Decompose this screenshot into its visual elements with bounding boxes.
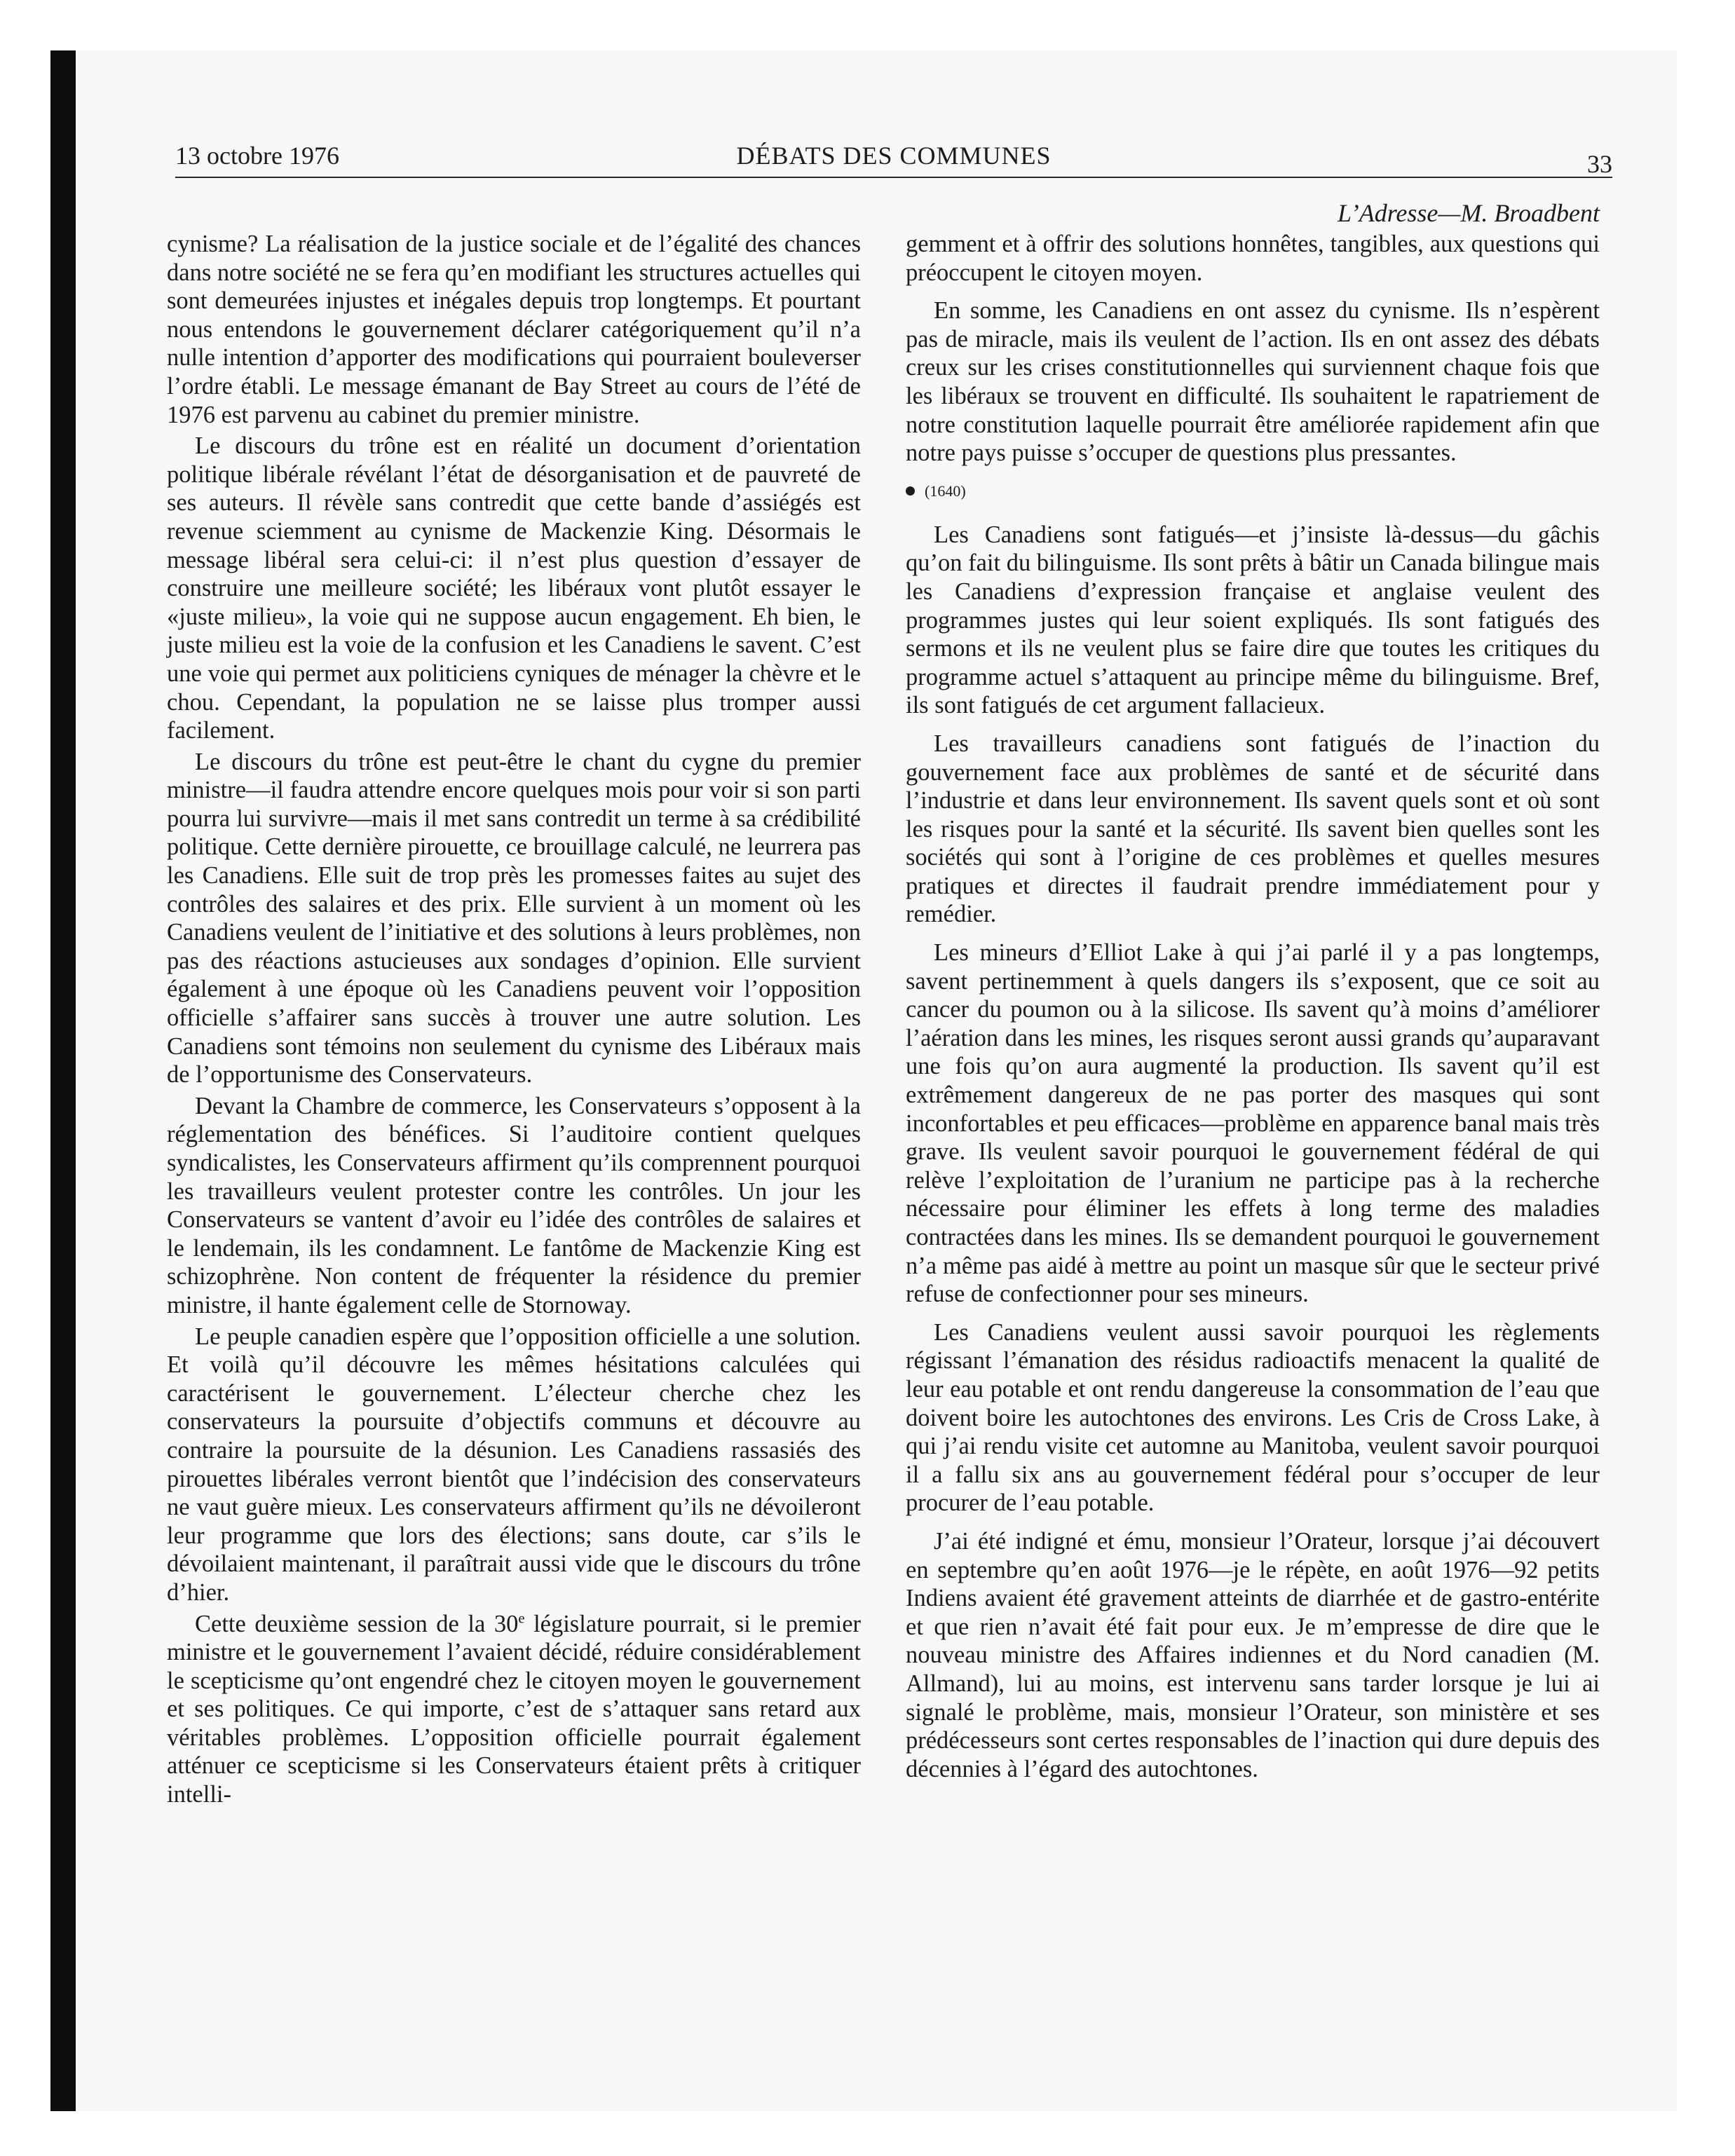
right-column — [906, 230, 1600, 1793]
paragraph: J’ai été indigné et ému, monsieur l’Orateur, lorsque j’ai découvert en septembre qu’en août 1976—je le répète, en août 1976—92 petits Indiens avaient été gravement atteints de diarrhée et de gastro-entérite et que rien n’avait été fait pour eux. Je m’empresse de dire que le nouveau ministre des Affaires indiennes et du Nord canadien (M. Allmand), lui au moins, est intervenu sans tarder lorsque je lui ai signalé le problème, mais, monsieur l’Orateur, son ministère et ses prédécesseurs sont certes responsables de l’inaction qui dure depuis des décennies à l’égard des autochtones. — [906, 1527, 1600, 1782]
section-heading: L’Adresse—M. Broadbent — [1338, 199, 1600, 227]
paragraph: Le discours du trône est peut-être le chant du cygne du premier ministre—il faudra attendre encore quelques mois pour voir si son parti pourra lui survivre—mais il met sans contredit un terme à sa crédibilité politique. Cette dernière pirouette, ce brouillage calculé, ne leurrera pas les Canadiens. Elle suit de trop près les promesses faites au sujet des contrôles des salaires et des prix. Elle survient à un moment où les Canadiens veulent de l’initiative et des solutions à leurs problèmes, non pas des réactions astucieuses aux sondages d’opinion. Elle survient également à une époque où les Canadiens peuvent voir l’opposition officielle s’affairer sans succès à trouver une autre solution. Les Canadiens sont témoins non seulement du cynisme des Libéraux mais de l’opportunisme des Conservateurs. — [167, 748, 861, 1089]
paragraph-text: Cette deuxième session de la 30 — [195, 1610, 519, 1637]
ordinal-superscript: e — [518, 1611, 525, 1626]
time-marker-text: (1640) — [925, 482, 966, 500]
paragraph: Devant la Chambre de commerce, les Conservateurs s’opposent à la réglementation des bénéfices. Si l’auditoire contient quelques syndicalistes, les Conservateurs affirment qu’ils comprennent pourquoi les travailleurs veulent protester contre les contrôles. Un jour les Conservateurs se vantent d’avoir eu l’idée des contrôles de salaires et le lendemain, ils les condamnent. Le fantôme de Mackenzie King est schizophrène. Non content de fréquenter la résidence du premier ministre, il hante également celle de Stornoway. — [167, 1092, 861, 1318]
left-column — [167, 230, 861, 1812]
header-title: DÉBATS DES COMMUNES — [736, 142, 1052, 170]
binding-strip — [50, 50, 76, 2111]
paragraph: gemment et à offrir des solutions honnêtes, tangibles, aux questions qui préoccupent le citoyen moyen. — [906, 231, 1600, 286]
paragraph — [167, 1610, 861, 1809]
paragraph: Les mineurs d’Elliot Lake à qui j’ai parlé il y a pas longtemps, savent pertinemment à quels dangers ils s’exposent, que ce soit au cancer du poumon ou à la silicose. Ils savent qu’à moins d’améliorer l’aération dans les mines, les risques seront aussi grands qu’auparavant une fois qu’on aura augmenté la production. Ils savent qu’il est extrêmement dangereux de ne pas porter des masques qui sont inconfortables et peu efficaces—problème en apparence banal mais très grave. Ils veulent savoir pourquoi le gouvernement fédéral de qui relève l’exploitation de l’uranium ne participe pas à la recherche nécessaire pour éliminer les effets à long terme des maladies contractées dans les mines. Ils se demandent pourquoi le gouvernement n’a même pas aidé à mettre au point un masque sûr que le secteur privé refuse de confectionner pour ses mineurs. — [906, 939, 1600, 1308]
time-marker — [906, 477, 1600, 505]
paragraph: cynisme? La réalisation de la justice sociale et de l’égalité des chances dans notre société ne se fera qu’en modifiant les structures actuelles qui sont demeurées injustes et inégales depuis trop longtemps. Et pourtant nous entendons le gouvernement déclarer catégoriquement qu’il n’a nulle intention d’apporter des modifications qui pourraient bouleverser l’ordre établi. Le message émanant de Bay Street au cours de l’été de 1976 est parvenu au cabinet du premier ministre. — [167, 231, 861, 428]
paragraph: Les Canadiens sont fatigués—et j’insiste là-dessus—du gâchis qu’on fait du bilinguisme. Ils sont prêts à bâtir un Canada bilingue mais les Canadiens d’expression française et anglaise veulent des programmes justes qui leur soient expliqués. Ils sont fatigués des sermons et ils ne veulent plus se faire dire que toutes les critiques du programme actuel s’attaquent au principe même du bilinguisme. Bref, ils sont fatigués de cet argument fallacieux. — [906, 521, 1600, 719]
page-number: 33 — [1587, 150, 1612, 178]
bullet-icon — [906, 486, 915, 496]
paragraph: Les travailleurs canadiens sont fatigués de l’inaction du gouvernement face aux problèmes de santé et de sécurité dans l’industrie et dans leur environnement. Ils savent quels sont et où sont les risques pour la santé et la sécurité. Ils savent bien quelles sont les sociétés qui sont à l’origine de ces problèmes et quelles mesures pratiques et directes il faudrait prendre immédiatement pour y remédier. — [906, 730, 1600, 928]
paragraph: Les Canadiens veulent aussi savoir pourquoi les règlements régissant l’émanation des résidus radioactifs menacent la qualité de leur eau potable et ont rendu dangereuse la consommation de l’eau que doivent boire les autochtones des environs. Les Cris de Cross Lake, à qui j’ai rendu visite cet automne au Manitoba, veulent savoir pourquoi il a fallu six ans au gouvernement fédéral pour s’occuper de leur procurer de l’eau potable. — [906, 1318, 1600, 1517]
paragraph: Le peuple canadien espère que l’opposition officielle a une solution. Et voilà qu’il découvre les mêmes hésitations calculées qui caractérisent le gouvernement. L’électeur cherche chez les conservateurs la poursuite d’objectifs communs et découvre au contraire la poursuite de la désunion. Les Canadiens rassasiés des pirouettes libérales verront bientôt que l’indécision des conservateurs ne vaut guère mieux. Les conservateurs affirment qu’ils ne dévoileront leur programme que lors des élections; sans doute, car s’ils le dévoilaient maintenant, il paraîtrait aussi vide que le discours du trône d’hier. — [167, 1323, 861, 1606]
running-head — [175, 140, 1612, 178]
header-date: 13 octobre 1976 — [175, 142, 339, 170]
paragraph: En somme, les Canadiens en ont assez du cynisme. Ils n’espèrent pas de miracle, mais ils veulent de l’action. Ils en ont assez des débats creux sur les crises constitutionnelles qui surviennent chaque fois que les libéraux se trouvent en difficulté. Ils souhaitent le rapatriement de notre constitution laquelle pourrait être améliorée rapidement afin que notre pays puisse s’occuper de questions plus pressantes. — [906, 297, 1600, 467]
paragraph: Le discours du trône est en réalité un document d’orientation politique libérale révélant l’état de désorganisation et de pauvreté de ses auteurs. Il révèle sans contredit que cette bande d’assiégés est revenue sciemment au cynisme de Mackenzie King. Désormais le message libéral sera celui-ci: il n’est plus question d’essayer de construire une meilleure société; les libéraux vont plutôt essayer le «juste milieu», la voie qui ne suppose aucun engagement. Eh bien, le juste milieu est la voie de la confusion et les Canadiens le savent. C’est une voie qui permet aux politiciens cyniques de ménager la chèvre et le chou. Cependant, la population ne se laisse plus tromper aussi facilement. — [167, 432, 861, 744]
paragraph-text: législature pourrait, si le premier ministre et le gouvernement l’avaient décidé, réduire considérablement le scepticisme qu’ont engendré chez le citoyen moyen le gouvernement et ses politiques. Ce qui importe, c’est de s’attaquer sans retard aux véritables problèmes. L’opposition officielle pourrait également atténuer ce scepticisme si les Conservateurs étaient prêts à critiquer intelli- — [167, 1610, 861, 1808]
